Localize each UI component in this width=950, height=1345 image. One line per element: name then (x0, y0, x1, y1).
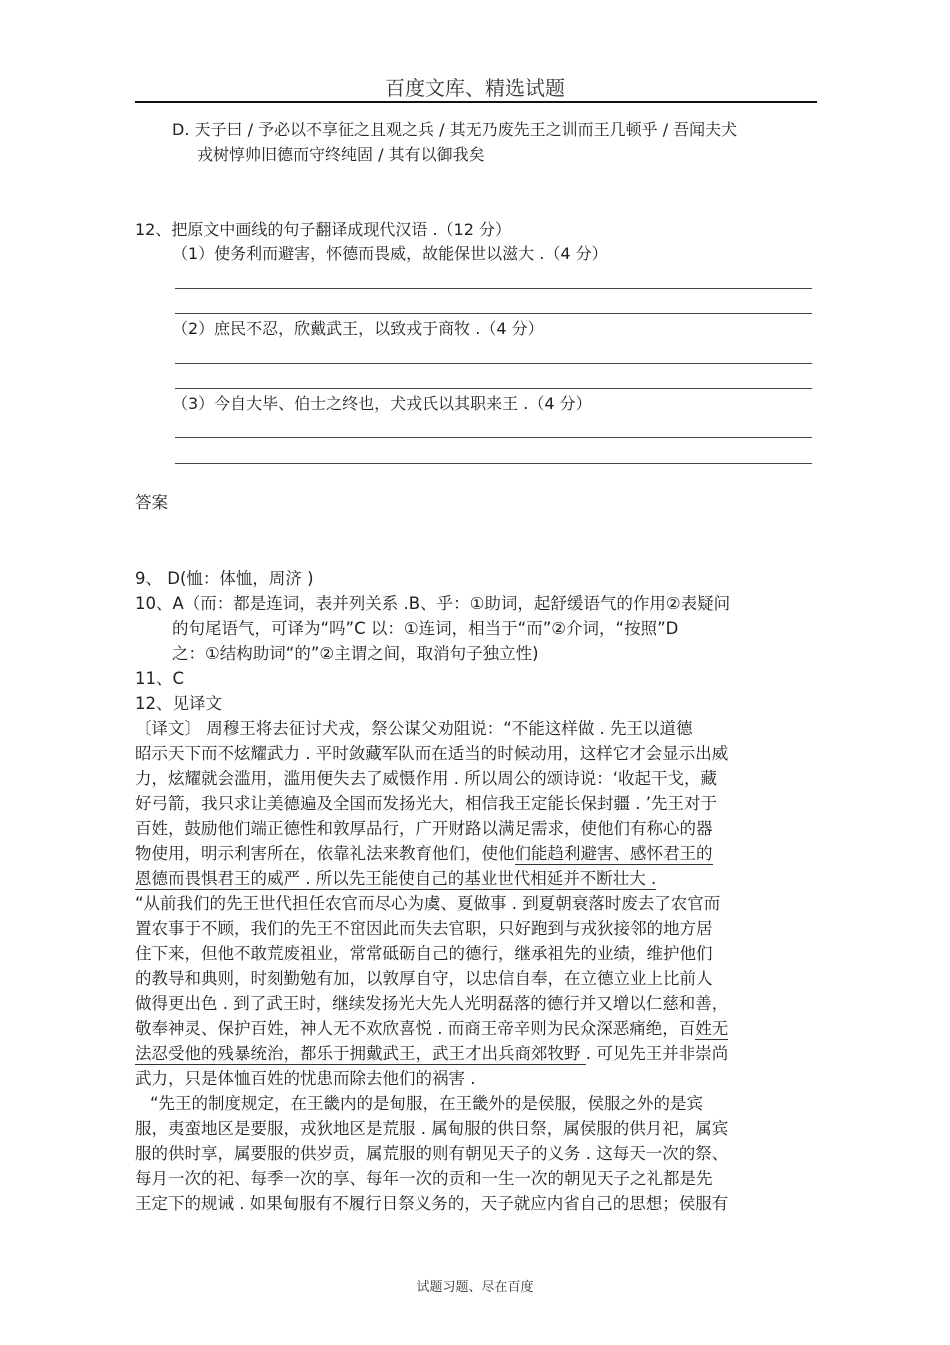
translation-line: 服，夷蛮地区是要服，戎狄地区是荒服 . 属甸服的供日祭，属侯服的供月祀，属宾 (135, 1119, 729, 1138)
question-12-sub1: （1）使务利而避害，怀德而畏威，故能保世以滋大 .（4 分） (172, 244, 608, 263)
answer-line (175, 313, 812, 314)
translation-line: 好弓箭，我只求让美德遍及全国而发扬光大，相信我王定能长保封疆 . ’先王对于 (135, 794, 717, 813)
answer-line (175, 437, 812, 438)
translation-line: 百姓，鼓励他们端正德性和敦厚品行，广开财路以满足需求，使他们有称心的器 (135, 819, 713, 838)
translation-line: 的教导和典则，时刻勤勉有加，以敦厚自守，以忠信自奉，在立德立业上比前人 (135, 969, 713, 988)
underlined-translation: 恩德而畏惧君王的威严 . 所以先王能使自己的基业世代相延并不断壮大 . (135, 869, 657, 888)
answer-line (175, 388, 812, 389)
question-12-title: 12、把原文中画线的句子翻译成现代汉语 .（12 分） (135, 220, 511, 239)
answer-line (175, 363, 812, 364)
answers-heading: 答案 (135, 493, 168, 512)
translation-line: 武力，只是体恤百姓的忧患而除去他们的祸害 . (135, 1069, 476, 1088)
question-12-sub3: （3）今自大毕、伯士之终也，犬戎氏以其职来王 .（4 分） (172, 394, 592, 413)
translation-line: 服的供时享，属要服的供岁贡，属荒服的则有朝见天子的义务 . 这每天一次的祭、 (135, 1144, 729, 1163)
translation-line (135, 1044, 728, 1064)
answer-10-line3: 之：①结构助词“的”②主谓之间，取消句子独立性) (172, 644, 539, 663)
translation-line: “先王的制度规定，在王畿内的是甸服，在王畿外的是侯服，侯服之外的是宾 (150, 1094, 704, 1113)
underlined-translation: 们能趋利避害、感怀君王的 (514, 844, 713, 863)
option-d-line2: 戎树惇帅旧德而守终纯固 / 其有以御我矣 (197, 145, 485, 164)
question-12-sub2: （2）庶民不忍，欣戴武王，以致戎于商牧 .（4 分） (172, 319, 544, 338)
translation-line (135, 844, 713, 864)
translation-line: “从前我们的先王世代担任农官而尽心为虞、夏做事 . 到夏朝衰落时废去了农官而 (135, 894, 721, 913)
translation-line: 每月一次的祀、每季一次的享、每年一次的贡和一生一次的朝见天子之礼都是先 (135, 1169, 713, 1188)
answer-9: 9、 D(恤：体恤，周济 ) (135, 569, 314, 588)
translation-line: 做得更出色 . 到了武王时，继续发扬光大先人光明磊落的德行并又增以仁慈和善， (135, 994, 729, 1013)
answer-11: 11、C (135, 669, 185, 688)
page-header-title: 百度文库、精选试题 (385, 76, 565, 100)
translation-text: 物使用，明示利害所在，依靠礼法来教育他们，使他 (135, 844, 515, 863)
underlined-translation: 法忍受他的残暴统治，都乐于拥戴武王，武王才出兵商郊牧野 (135, 1044, 586, 1063)
page-footer: 试题习题、尽在百度 (416, 1280, 534, 1295)
translation-line (135, 1019, 728, 1039)
translation-line (135, 869, 656, 889)
translation-text: . 可见先王并非崇尚 (585, 1044, 729, 1063)
translation-text: 敬奉神灵、保护百姓，神人无不欢欣喜悦 . 而商王帝辛则为民众深恶痛绝，百 (135, 1019, 696, 1038)
translation-line: 〔译文〕 周穆王将去征讨犬戎，祭公谋父劝阻说：“不能这样做 . 先王以道德 (135, 719, 693, 738)
answer-line (175, 288, 812, 289)
header-divider (135, 101, 817, 103)
answer-line (175, 463, 812, 464)
option-d-line1: D. 天子曰 / 予必以不享征之且观之兵 / 其无乃废先王之训而王几顿乎 / 吾闻夫犬 (172, 120, 738, 139)
translation-line: 置农事于不顾，我们的先王不窋因此而失去官职，只好跑到与戎狄接邻的地方居 (135, 919, 713, 938)
translation-line: 力，炫耀就会滥用，滥用便失去了威慑作用 . 所以周公的颂诗说：‘收起干戈，藏 (135, 769, 717, 788)
translation-line: 昭示天下而不炫耀武力 . 平时敛藏军队而在适当的时候动用，这样它才会显示出威 (135, 744, 729, 763)
translation-line: 王定下的规诫 . 如果甸服有不履行日祭义务的，天子就应内省自己的思想；侯服有 (135, 1194, 729, 1213)
underlined-translation: 姓无 (695, 1019, 729, 1038)
answer-10-line1: 10、A（而：都是连词，表并列关系 .B、乎：①助词，起舒缓语气的作用②表疑问 (135, 594, 731, 613)
answer-10-line2: 的句尾语气，可译为“吗”C 以：①连词，相当于“而”②介词，“按照”D (172, 619, 679, 638)
answer-12: 12、见译文 (135, 694, 222, 713)
translation-line: 住下来，但他不敢荒废祖业，常常砥砺自己的德行，继承祖先的业绩，维护他们 (135, 944, 713, 963)
